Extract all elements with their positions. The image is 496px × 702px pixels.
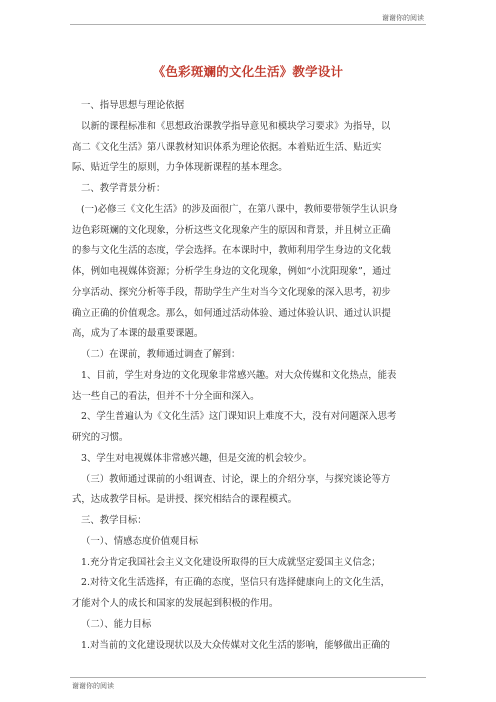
list-item-continuation: 才能对个人的成长和国家的发展起到积极的作用。 <box>72 598 279 609</box>
section-heading: 三、教学目标： <box>81 515 147 526</box>
section-heading: 一、指导思想与理论依据 <box>81 100 185 111</box>
list-item-continuation: 研究的习惯。 <box>72 432 129 443</box>
subsection-heading: （一）、情感态度价值观目标 <box>81 535 199 547</box>
document-body <box>72 96 428 656</box>
paragraph-line: 体，例如电视媒体资源；分析学生身边的文化现象，例如“小沈阳现象”，通过 <box>72 266 391 277</box>
list-item: 1.充分肯定我国社会主义文化建设所取得的巨大成就坚定爱国主义信念； <box>81 556 381 568</box>
list-item: 1、目前，学生对身边的文化现象非常感兴趣。对大众传媒和文化热点，能表 <box>81 369 397 381</box>
list-item-continuation: 达一些自己的看法，但并不十分全面和深入。 <box>72 390 260 402</box>
section-heading: 二、教学背景分析： <box>81 183 166 194</box>
paragraph-line: （三）教师通过课前的小组调查、讨论，课上的介绍分享，与探究谈论等方 <box>81 473 391 485</box>
paragraph-line: 高二《文化生活》第八课教材知识体系为理论依据。本着贴近生活、贴近实 <box>72 141 382 153</box>
list-item: 2.对待文化生活选择，有正确的态度，坚信只有选择健康向上的文化生活， <box>81 577 390 589</box>
list-item: 1.对当前的文化建设现状以及大众传媒对文化生活的影响，能够做出正确的 <box>81 639 390 651</box>
header-text: 谢谢你的阅读 <box>382 14 424 22</box>
document-title: 《色彩斑斓的文化生活》教学设计 <box>152 64 344 79</box>
list-item: 2、学生普遍认为《文化生活》这门课知识上难度不大，没有对问题深入思考 <box>81 411 397 423</box>
paragraph-line: 以新的课程标准和《思想政治课教学指导意见和模块学习要求》为指导，以 <box>81 120 391 132</box>
footer-text: 谢谢你的阅读 <box>72 682 114 690</box>
footer-divider <box>70 677 426 678</box>
paragraph-line: 式，达成教学目标。是讲授、探究相结合的课程模式。 <box>72 494 298 506</box>
paragraph-line: (一)必修三《文化生活》的涉及面很广，在第八课中，教师要带领学生认识身 <box>81 203 398 215</box>
header-divider <box>70 24 426 25</box>
paragraph-line: 际、贴近学生的原则，力争体现新课程的基本理念。 <box>72 162 288 174</box>
subsection-heading: （二）在课前，教师通过调查了解到： <box>81 349 241 360</box>
paragraph-line: 分享活动、探究分析等手段，帮助学生产生对当今文化现象的深入思考，初步 <box>72 286 391 298</box>
paragraph-line: 的参与文化生活的态度，学会选择。在本课时中，教师利用学生身边的文化载 <box>72 245 391 257</box>
paragraph-line: 确立正确的价值观念。那么，如何通过活动体验、通过体验认识、通过认识提 <box>72 307 391 319</box>
paragraph-line: 高，成为了本课的最重要课题。 <box>72 328 204 340</box>
list-item: 3、学生对电视媒体非常感兴趣，但是交流的机会较少。 <box>81 452 312 464</box>
paragraph-line: 边色彩斑斓的文化现象，分析这些文化现象产生的原因和背景，并且树立正确 <box>72 224 391 236</box>
subsection-heading: （二）、能力目标 <box>81 618 152 630</box>
